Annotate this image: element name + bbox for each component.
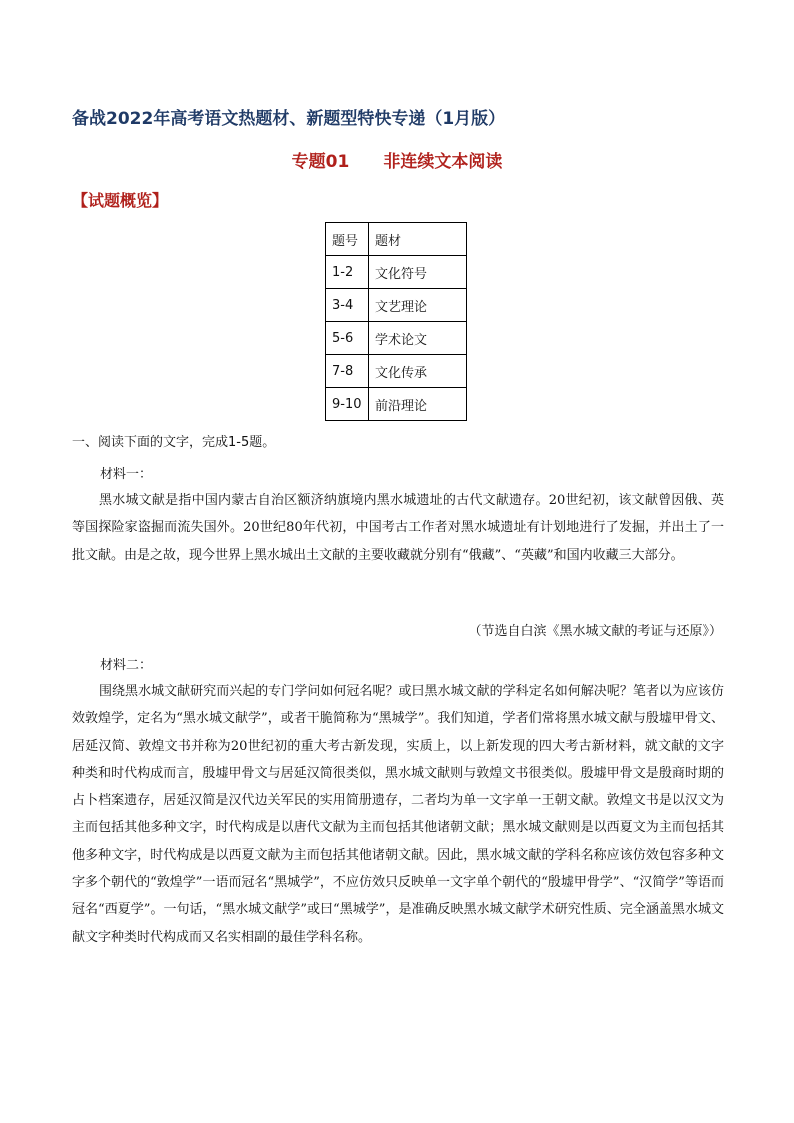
- topic-overview-table: [325, 222, 467, 421]
- table-row: [326, 289, 467, 322]
- table-cell: 前沿理论: [369, 388, 467, 421]
- table-header-cell: 题材: [369, 223, 467, 256]
- material-2-label: 材料二：: [100, 658, 153, 673]
- table-header-cell: 题号: [326, 223, 369, 256]
- table-row: [326, 256, 467, 289]
- table-cell: 9-10: [326, 388, 369, 421]
- material-1-label: 材料一：: [100, 467, 153, 482]
- material-2-text: 围绕黑水城文献研究而兴起的专门学问如何冠名呢？或曰黑水城文献的学科定名如何解决呢？笔者以为应该仿效敦煌学，定名为“黑水城文献学”，或者干脆简称为“黑城学”。我们知道，学者们常将黑水城文献与殷墟甲骨文、居延汉简、敦煌文书并称为20世纪初的重大考古新发现，实质上，以上新发现的四大考古新材料，就文献的文字种类和时代构成而言，殷墟甲骨文与居延汉简很类似，黑水城文献则与敦煌文书很类似。殷墟甲骨文是殷商时期的占卜档案遗存，居延汉简是汉代边关军民的实用简册遗存，二者均为单一文字单一王朝文献。敦煌文书是以汉文为主而包括其他多种文字，时代构成是以唐代文献为主而包括其他诸朝文献；黑水城文献则是以西夏文为主而包括其他多种文字，时代构成是以西夏文献为主而包括其他诸朝文献。因此，黑水城文献的学科名称应该仿效包容多种文字多个朝代的“敦煌学”一语而冠名“黑城学”，不应仿效只反映单一文字单个朝代的“殷墟甲骨学”、“汉简学”等语而冠名“西夏学”。一句话，“黑水城文献学”或曰“黑城学”，是准确反映黑水城文献学术研究性质、完全涵盖黑水城文献文字种类时代构成而又名实相副的最佳学科名称。: [72, 684, 724, 945]
- table-cell: 学术论文: [369, 322, 467, 355]
- overview-label: 【试题概览】: [72, 191, 169, 210]
- table-cell: 文艺理论: [369, 289, 467, 322]
- table-cell: 5-6: [326, 322, 369, 355]
- table-row: [326, 355, 467, 388]
- reading-instruction: 一、阅读下面的文字，完成1-5题。: [72, 435, 276, 450]
- table-cell: 3-4: [326, 289, 369, 322]
- document-title: 备战2022年高考语文热题材、新题型特快专递（1月版）: [72, 109, 506, 129]
- table-cell: 7-8: [326, 355, 369, 388]
- material-1-source: （节选自白滨《黑水城文献的考证与还原》）: [468, 624, 722, 639]
- topic-heading: [0, 147, 794, 172]
- table-cell: 文化传承: [369, 355, 467, 388]
- material-1-text: 黑水城文献是指中国内蒙古自治区额济纳旗境内黑水城遗址的古代文献遗存。20世纪初，该文献曾因俄、英等国探险家盗掘而流失国外。20世纪80年代初，中国考古工作者对黑水城遗址有计划地进行了发掘，并出土了一批文献。由是之故，现今世界上黑水城出土文献的主要收藏就分别有“俄藏”、“英藏”和国内收藏三大部分。: [72, 493, 724, 563]
- topic-name: 非连续文本阅读: [383, 152, 503, 172]
- table-row: [326, 322, 467, 355]
- table-cell: 1-2: [326, 256, 369, 289]
- table-row: [326, 388, 467, 421]
- topic-number: 专题01: [291, 152, 350, 172]
- table-header-row: [326, 223, 467, 256]
- table-cell: 文化符号: [369, 256, 467, 289]
